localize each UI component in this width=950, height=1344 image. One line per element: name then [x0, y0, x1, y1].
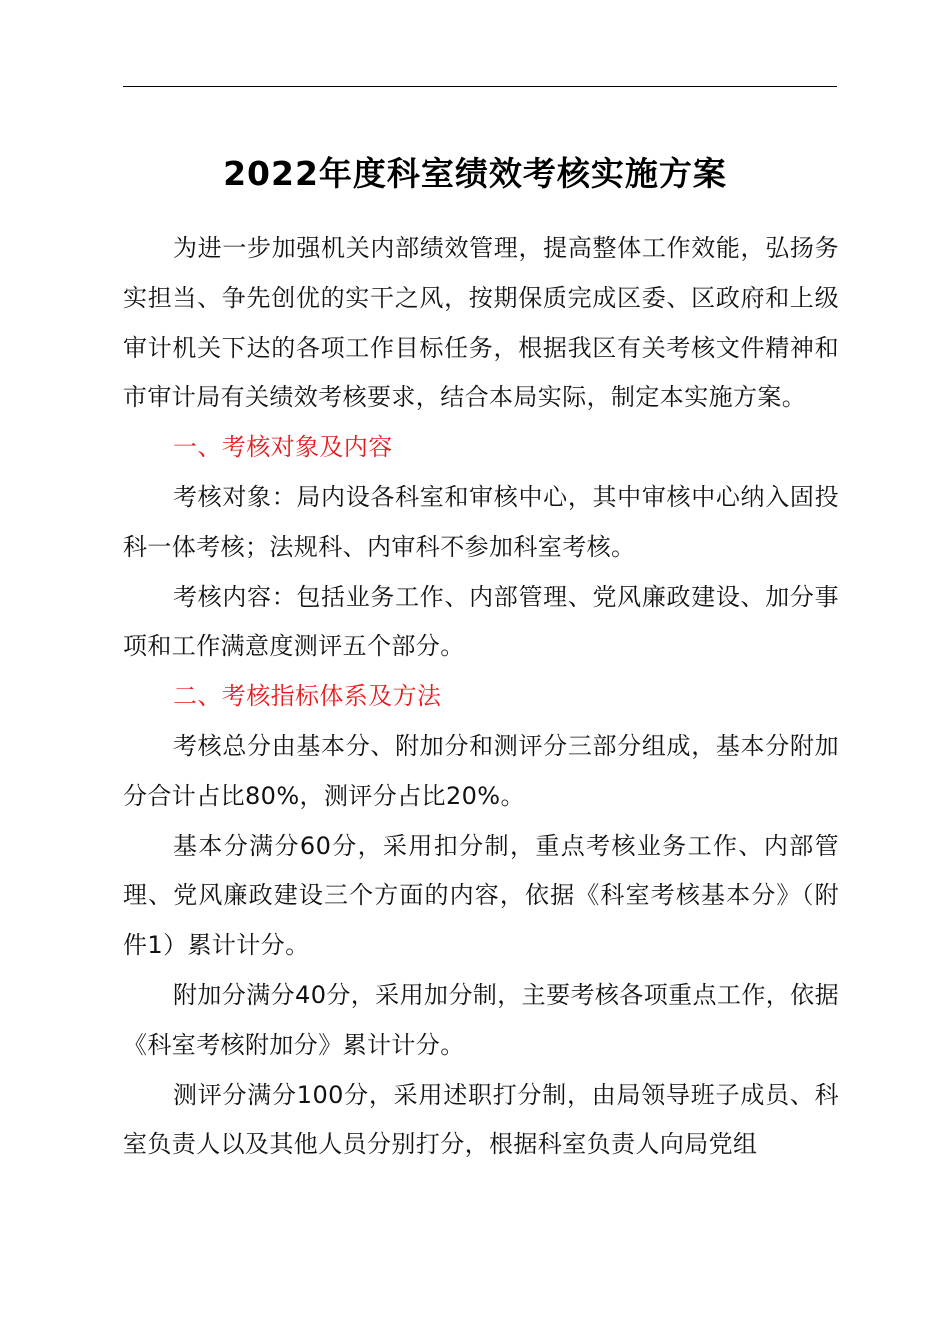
evaluation-score-paragraph: 测评分满分100分，采用述职打分制，由局领导班子成员、科室负责人以及其他人员分别打分，根据科室负责人向局党组 [123, 1080, 839, 1159]
section-1-heading: 一、考核对象及内容 [173, 433, 393, 462]
bonus-score-paragraph: 附加分满分40分，采用加分制，主要考核各项重点工作，依据《科室考核附加分》累计计分。 [123, 980, 839, 1059]
assessment-content-paragraph: 考核内容：包括业务工作、内部管理、党风廉政建设、加分事项和工作满意度测评五个部分。 [123, 582, 839, 661]
header-rule [123, 86, 837, 87]
document-body [123, 224, 839, 1170]
basic-score-paragraph: 基本分满分60分，采用扣分制，重点考核业务工作、内部管理、党风廉政建设三个方面的内容，依据《科室考核基本分》（附件1）累计计分。 [123, 831, 839, 960]
document-title: 2022年度科室绩效考核实施方案 [223, 154, 727, 193]
section-2-heading: 二、考核指标体系及方法 [173, 682, 442, 711]
intro-paragraph: 为进一步加强机关内部绩效管理，提高整体工作效能，弘扬务实担当、争先创优的实干之风，按期保质完成区委、区政府和上级审计机关下达的各项工作目标任务，根据我区有关考核文件精神和市审计局有关绩效考核要求，结合本局实际，制定本实施方案。 [123, 234, 839, 412]
assessment-objects-paragraph: 考核对象：局内设各科室和审核中心，其中审核中心纳入固投科一体考核；法规科、内审科不参加科室考核。 [123, 482, 839, 561]
total-score-paragraph: 考核总分由基本分、附加分和测评分三部分组成，基本分附加分合计占比80%，测评分占比20%。 [123, 731, 839, 810]
